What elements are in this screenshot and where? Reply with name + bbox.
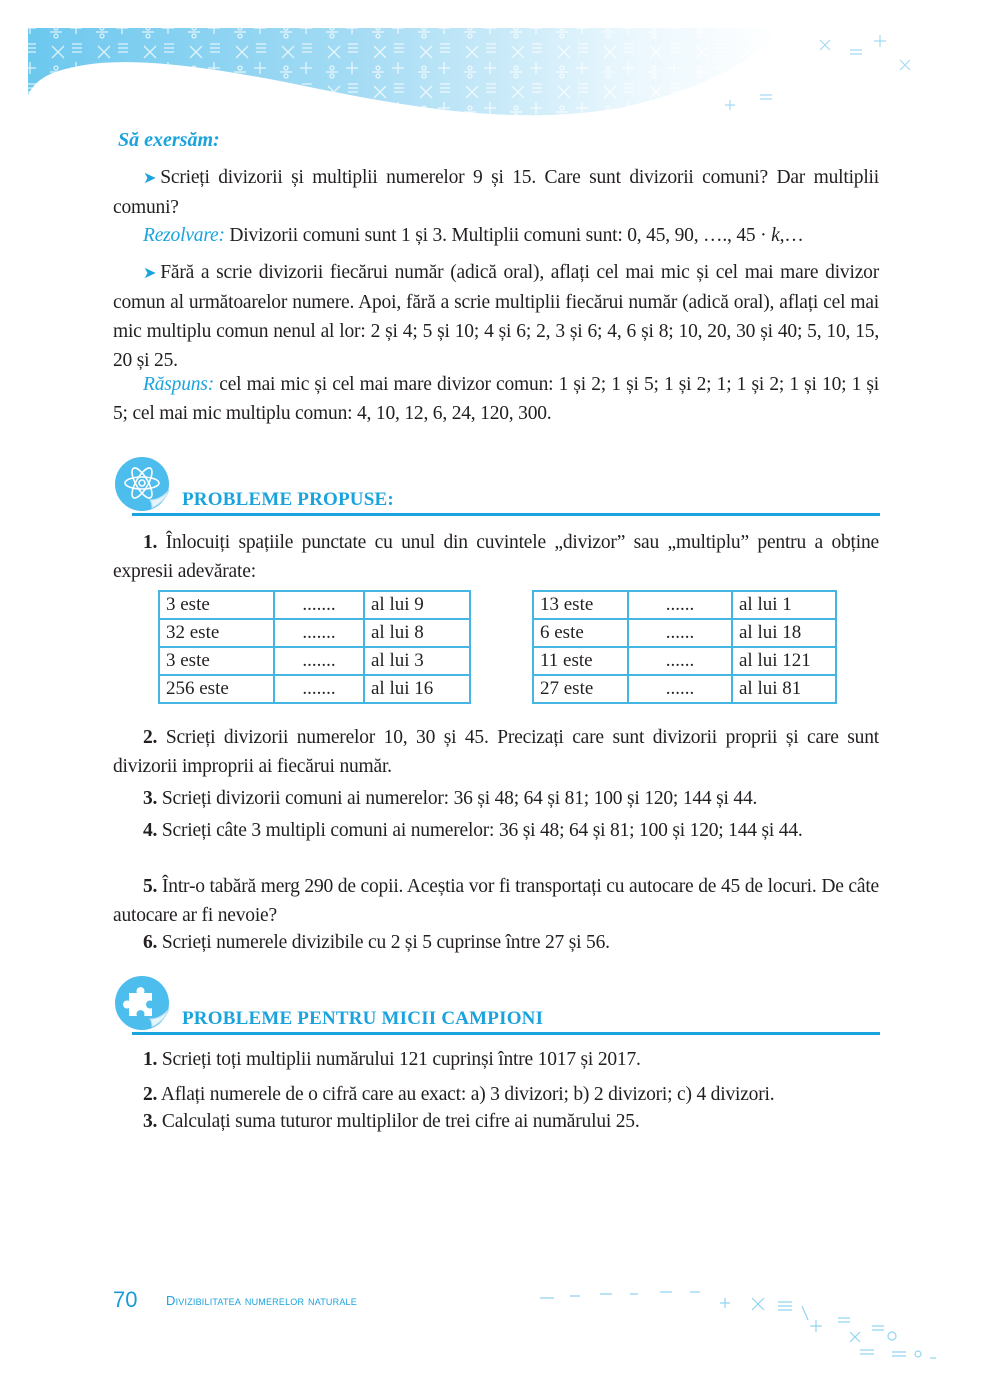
- solution-variable: k: [771, 225, 780, 246]
- page-number: 70: [113, 1287, 138, 1312]
- section-title: PROBLEME PROPUSE:: [182, 489, 394, 510]
- blank-cell: ......: [628, 619, 732, 647]
- problem-text: Scrieți câte 3 multipli comuni ai numerelor: 36 și 48; 64 și 81; 100 și 120; 144 și 44.: [157, 820, 803, 841]
- blank-cell: .......: [274, 619, 364, 647]
- table-row: [159, 619, 470, 647]
- problem-text: Înlocuiți spațiile punctate cu unul din cuvintele „divizor” sau „multiplu” pentru a obține expresii adevărate:: [113, 532, 879, 582]
- problem-1: [113, 528, 879, 586]
- section-header-probleme-propuse: [112, 456, 880, 516]
- table-row: [159, 647, 470, 675]
- chapter-title: Divizibilitatea numerelor naturale: [166, 1293, 357, 1308]
- problem-number: 4.: [143, 820, 158, 841]
- section-underline: [132, 1032, 880, 1035]
- table-cell: 13 este: [533, 591, 628, 619]
- table-cell: 3 este: [159, 647, 274, 675]
- table-cell: 11 este: [533, 647, 628, 675]
- answer-label: Răspuns:: [143, 374, 214, 395]
- problem-number: 3.: [143, 788, 158, 809]
- challenge-2: [113, 1080, 879, 1109]
- table-cell: al lui 9: [364, 591, 470, 619]
- problem-text: Scrieți divizorii comuni ai numerelor: 36 și 48; 64 și 81; 100 și 120; 144 și 44.: [157, 788, 758, 809]
- problem-4: [113, 816, 879, 845]
- blank-cell: .......: [274, 675, 364, 703]
- arrow-bullet-icon: ➤: [143, 265, 157, 282]
- exercise-title: Să exersăm:: [118, 129, 220, 151]
- table-row: [159, 675, 470, 703]
- section-underline: [132, 513, 880, 516]
- exercise-item-2-text: Fără a scrie divizorii fiecărui număr (adică oral), aflați cel mai mic și cel mai mare divizor comun al următoarelor numere. Apoi, fără a scrie multiplii fiecărui număr (adică oral), aflați cel mai mic multiplu comun nenul al lor: 2 și 4; 5 și 10; 4 și 6; 2, 3 și 6; 4, 6 și 8; 10, 20, 30 și 40; 5, 10, 15, 20 și 25.: [113, 262, 879, 371]
- fill-in-table-left: [158, 590, 471, 704]
- challenge-3: [113, 1107, 879, 1136]
- exercise-item-1-solution: [113, 221, 879, 250]
- section-header-micii-campioni: [112, 975, 880, 1035]
- problem-number: 1.: [143, 532, 158, 553]
- table-row: [159, 591, 470, 619]
- problem-5: [113, 872, 879, 930]
- arrow-bullet-icon: ➤: [143, 170, 157, 187]
- solution-text: Divizorii comuni sunt 1 și 3. Multiplii comuni sunt: 0, 45, 90, …., 45 ·: [224, 225, 772, 246]
- table-cell: 32 este: [159, 619, 274, 647]
- problem-number: 2.: [143, 1084, 158, 1105]
- table-cell: 6 este: [533, 619, 628, 647]
- table-row: [533, 591, 836, 619]
- problem-number: 3.: [143, 1111, 158, 1132]
- answer-text: cel mai mic și cel mai mare divizor comun: 1 și 2; 1 și 5; 1 și 2; 1; 1 și 2; 1 și 10; 1 și 5; cel mai mic multiplu comun: 4, 10, 12, 6, 24, 120, 300.: [113, 374, 879, 424]
- blank-cell: .......: [274, 647, 364, 675]
- exercise-item-2: [113, 258, 879, 375]
- puzzle-icon: [112, 975, 172, 1035]
- problem-6: [113, 928, 879, 957]
- table-row: [533, 647, 836, 675]
- problem-text: Scrieți toți multiplii numărului 121 cuprinși între 1017 și 2017.: [157, 1049, 641, 1070]
- blank-cell: ......: [628, 647, 732, 675]
- table-cell: al lui 81: [732, 675, 836, 703]
- blank-cell: .......: [274, 591, 364, 619]
- problem-text: Aflați numerele de o cifră care au exact: a) 3 divizori; b) 2 divizori; c) 4 divizori.: [157, 1084, 775, 1105]
- table-cell: al lui 121: [732, 647, 836, 675]
- problem-number: 6.: [143, 932, 158, 953]
- problem-text: Calculați suma tuturor multiplilor de trei cifre ai numărului 25.: [157, 1111, 640, 1132]
- exercise-item-2-answer: [113, 370, 879, 428]
- table-cell: al lui 8: [364, 619, 470, 647]
- blank-cell: ......: [628, 675, 732, 703]
- table-cell: 27 este: [533, 675, 628, 703]
- exercise-item-1-text: Scrieți divizorii și multiplii numerelor 9 și 15. Care sunt divizorii comuni? Dar multiplii comuni?: [113, 167, 879, 218]
- blank-cell: ......: [628, 591, 732, 619]
- math-symbols-banner: [0, 0, 992, 130]
- table-cell: 256 este: [159, 675, 274, 703]
- table-row: [533, 619, 836, 647]
- problem-text: Scrieți numerele divizibile cu 2 și 5 cuprinse între 27 și 56.: [157, 932, 610, 953]
- section-title: PROBLEME PENTRU MICII CAMPIONI: [182, 1008, 544, 1029]
- fill-in-table-right: [532, 590, 837, 704]
- math-symbols-decoration: [520, 1270, 992, 1389]
- problem-number: 5.: [143, 876, 158, 897]
- problem-2: [113, 723, 879, 781]
- problem-text: Scrieți divizorii numerelor 10, 30 și 45. Precizați care sunt divizorii proprii și care sunt divizorii improprii ai fiecărui număr.: [113, 727, 879, 777]
- exercise-item-1: [113, 163, 879, 222]
- atom-icon: [112, 456, 172, 516]
- table-cell: al lui 16: [364, 675, 470, 703]
- table-cell: 3 este: [159, 591, 274, 619]
- solution-label: Rezolvare:: [143, 225, 225, 246]
- table-cell: al lui 1: [732, 591, 836, 619]
- table-cell: al lui 18: [732, 619, 836, 647]
- problem-number: 2.: [143, 727, 158, 748]
- problem-text: Într-o tabără merg 290 de copii. Aceștia vor fi transportați cu autocare de 45 de locuri. De câte autocare ar fi nevoie?: [113, 876, 879, 926]
- solution-tail: ,…: [779, 225, 804, 246]
- problem-number: 1.: [143, 1049, 158, 1070]
- challenge-1: [113, 1045, 879, 1074]
- table-row: [533, 675, 836, 703]
- problem-3: [113, 784, 879, 813]
- table-cell: al lui 3: [364, 647, 470, 675]
